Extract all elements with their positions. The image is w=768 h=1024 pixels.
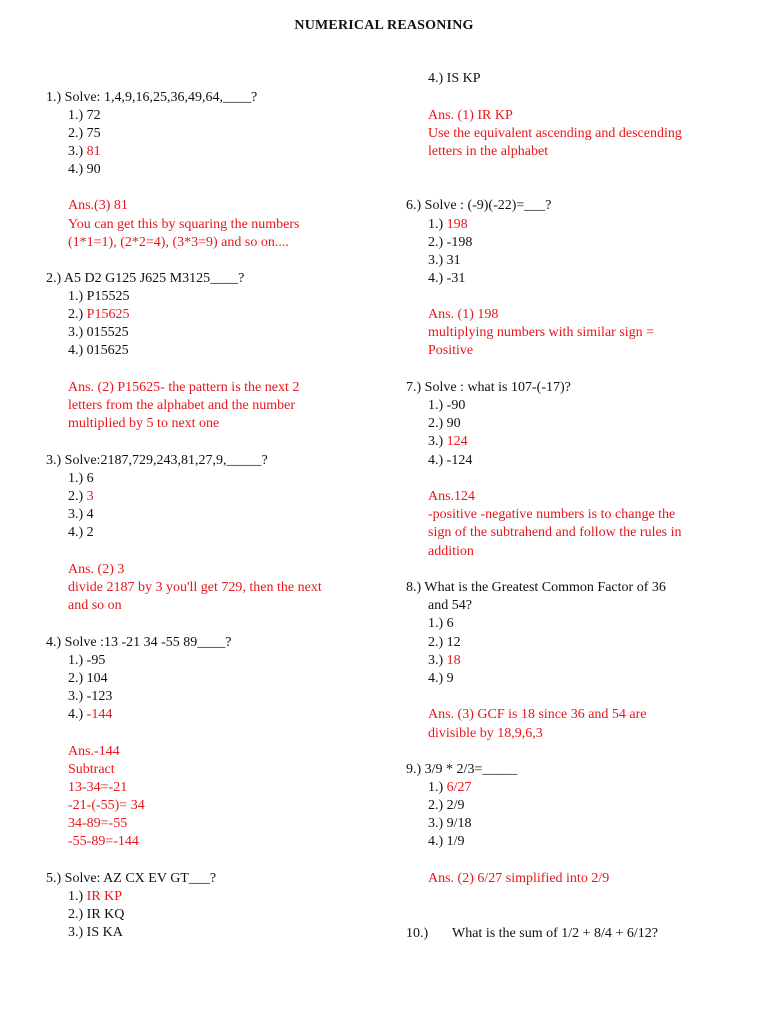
question-8-option-4: 4.) 9 xyxy=(428,671,454,686)
question-2-option-2: 2.) P15625 xyxy=(68,307,130,322)
question-9-option-4: 4.) 1/9 xyxy=(428,834,465,849)
question-3-answer-line: divide 2187 by 3 you'll get 729, then the next xyxy=(68,580,322,595)
question-2-answer-line: Ans. (2) P15625- the pattern is the next 2 xyxy=(68,380,300,395)
question-7: 7.) Solve : what is 107-(-17)? xyxy=(406,380,571,395)
question-5-option-3: 3.) IS KA xyxy=(68,925,123,940)
question-9-answer-line: Ans. (2) 6/27 simplified into 2/9 xyxy=(428,871,610,886)
page-title: NUMERICAL REASONING xyxy=(294,18,474,33)
question-1-option-4: 4.) 90 xyxy=(68,162,101,177)
question-4-answer-line: Ans.-144 xyxy=(68,744,120,759)
correct-option: 124 xyxy=(446,434,468,449)
correct-option: 18 xyxy=(446,653,461,668)
question-1-option-2: 2.) 75 xyxy=(68,126,101,141)
question-2-option-3: 3.) 015525 xyxy=(68,325,129,340)
question-4-answer-line: -55-89=-144 xyxy=(68,834,139,849)
question-5-answer-line: Ans. (1) IR KP xyxy=(428,108,513,123)
question-6-answer-line: Ans. (1) 198 xyxy=(428,307,499,322)
question-7-answer-line: Ans.124 xyxy=(428,489,476,504)
question-5-answer-line: Use the equivalent ascending and descending xyxy=(428,126,682,141)
question-5: 5.) Solve: AZ CX EV GT___? xyxy=(46,871,217,886)
question-3-option-2: 2.) 3 xyxy=(68,489,94,504)
question-6-option-3: 3.) 31 xyxy=(428,253,461,268)
question-1-option-3: 3.) 81 xyxy=(68,144,101,159)
question-8-answer-line: Ans. (3) GCF is 18 since 36 and 54 are xyxy=(428,707,647,722)
question-4-answer-line: 13-34=-21 xyxy=(68,780,128,795)
question-7-answer-line: -positive -negative numbers is to change the xyxy=(428,507,676,522)
correct-option: P15625 xyxy=(86,307,130,322)
question-7-option-4: 4.) -124 xyxy=(428,453,473,468)
question-2-option-4: 4.) 015625 xyxy=(68,343,129,358)
question-8-answer-line: divisible by 18,9,6,3 xyxy=(428,726,543,741)
question-8-option-3: 3.) 18 xyxy=(428,653,461,668)
question-3-answer-line: Ans. (2) 3 xyxy=(68,562,125,577)
question-4-answer-line: Subtract xyxy=(68,762,115,777)
question-10-number: 10.) xyxy=(406,926,429,941)
question-3-answer-line: and so on xyxy=(68,598,122,613)
question-6-answer-line: multiplying numbers with similar sign = xyxy=(428,325,655,340)
question-6-option-4: 4.) -31 xyxy=(428,271,466,286)
question-6-option-1: 1.) 198 xyxy=(428,217,468,232)
question-2: 2.) A5 D2 G125 J625 M3125____? xyxy=(46,271,245,286)
question-8: 8.) What is the Greatest Common Factor of 36 xyxy=(406,580,666,595)
question-3: 3.) Solve:2187,729,243,81,27,9,_____? xyxy=(46,453,268,468)
correct-option: -144 xyxy=(86,707,113,722)
question-1: 1.) Solve: 1,4,9,16,25,36,49,64,____? xyxy=(46,90,258,105)
question-2-answer-line: multiplied by 5 to next one xyxy=(68,416,220,431)
question-10-text: What is the sum of 1/2 + 8/4 + 6/12? xyxy=(452,926,658,941)
question-4: 4.) Solve :13 -21 34 -55 89____? xyxy=(46,635,232,650)
question-7-answer-line: addition xyxy=(428,544,474,559)
correct-option: 198 xyxy=(446,217,468,232)
question-4-answer-line: 34-89=-55 xyxy=(68,816,128,831)
question-7-option-3: 3.) 124 xyxy=(428,434,468,449)
question-6: 6.) Solve : (-9)(-22)=___? xyxy=(406,198,552,213)
question-9-option-3: 3.) 9/18 xyxy=(428,816,472,831)
question-9: 9.) 3/9 * 2/3=_____ xyxy=(406,762,518,777)
question-9-option-1: 1.) 6/27 xyxy=(428,780,472,795)
question-7-answer-line: sign of the subtrahend and follow the rules in xyxy=(428,525,682,540)
question-8-option-1: 1.) 6 xyxy=(428,616,454,631)
question-8-option-2: 2.) 12 xyxy=(428,635,461,650)
question-4-answer-line: -21-(-55)= 34 xyxy=(68,798,145,813)
question-5-answer-line: letters in the alphabet xyxy=(428,144,549,159)
question-4-option-4: 4.) -144 xyxy=(68,707,113,722)
question-1-answer-line: You can get this by squaring the numbers xyxy=(68,217,300,232)
question-5-option-2: 2.) IR KQ xyxy=(68,907,125,922)
question-5-option-4: 4.) IS KP xyxy=(428,71,481,86)
question-3-option-3: 3.) 4 xyxy=(68,507,94,522)
question-4-option-1: 1.) -95 xyxy=(68,653,106,668)
question-1-answer-line: (1*1=1), (2*2=4), (3*3=9) and so on.... xyxy=(68,235,289,250)
question-3-option-4: 4.) 2 xyxy=(68,525,94,540)
question-6-option-2: 2.) -198 xyxy=(428,235,473,250)
correct-option: 6/27 xyxy=(446,780,472,795)
question-4-option-2: 2.) 104 xyxy=(68,671,108,686)
question-5-option-1: 1.) IR KP xyxy=(68,889,123,904)
question-2-option-1: 1.) P15525 xyxy=(68,289,130,304)
question-3-option-1: 1.) 6 xyxy=(68,471,94,486)
correct-option: 81 xyxy=(86,144,101,159)
question-4-option-3: 3.) -123 xyxy=(68,689,113,704)
question-1-answer-line: Ans.(3) 81 xyxy=(68,198,128,213)
question-6-answer-line: Positive xyxy=(428,343,474,358)
correct-option: IR KP xyxy=(86,889,123,904)
question-7-option-2: 2.) 90 xyxy=(428,416,461,431)
question-8-continued: and 54? xyxy=(428,598,472,613)
question-7-option-1: 1.) -90 xyxy=(428,398,466,413)
question-2-answer-line: letters from the alphabet and the number xyxy=(68,398,296,413)
question-9-option-2: 2.) 2/9 xyxy=(428,798,465,813)
question-1-option-1: 1.) 72 xyxy=(68,108,101,123)
correct-option: 3 xyxy=(86,489,94,504)
